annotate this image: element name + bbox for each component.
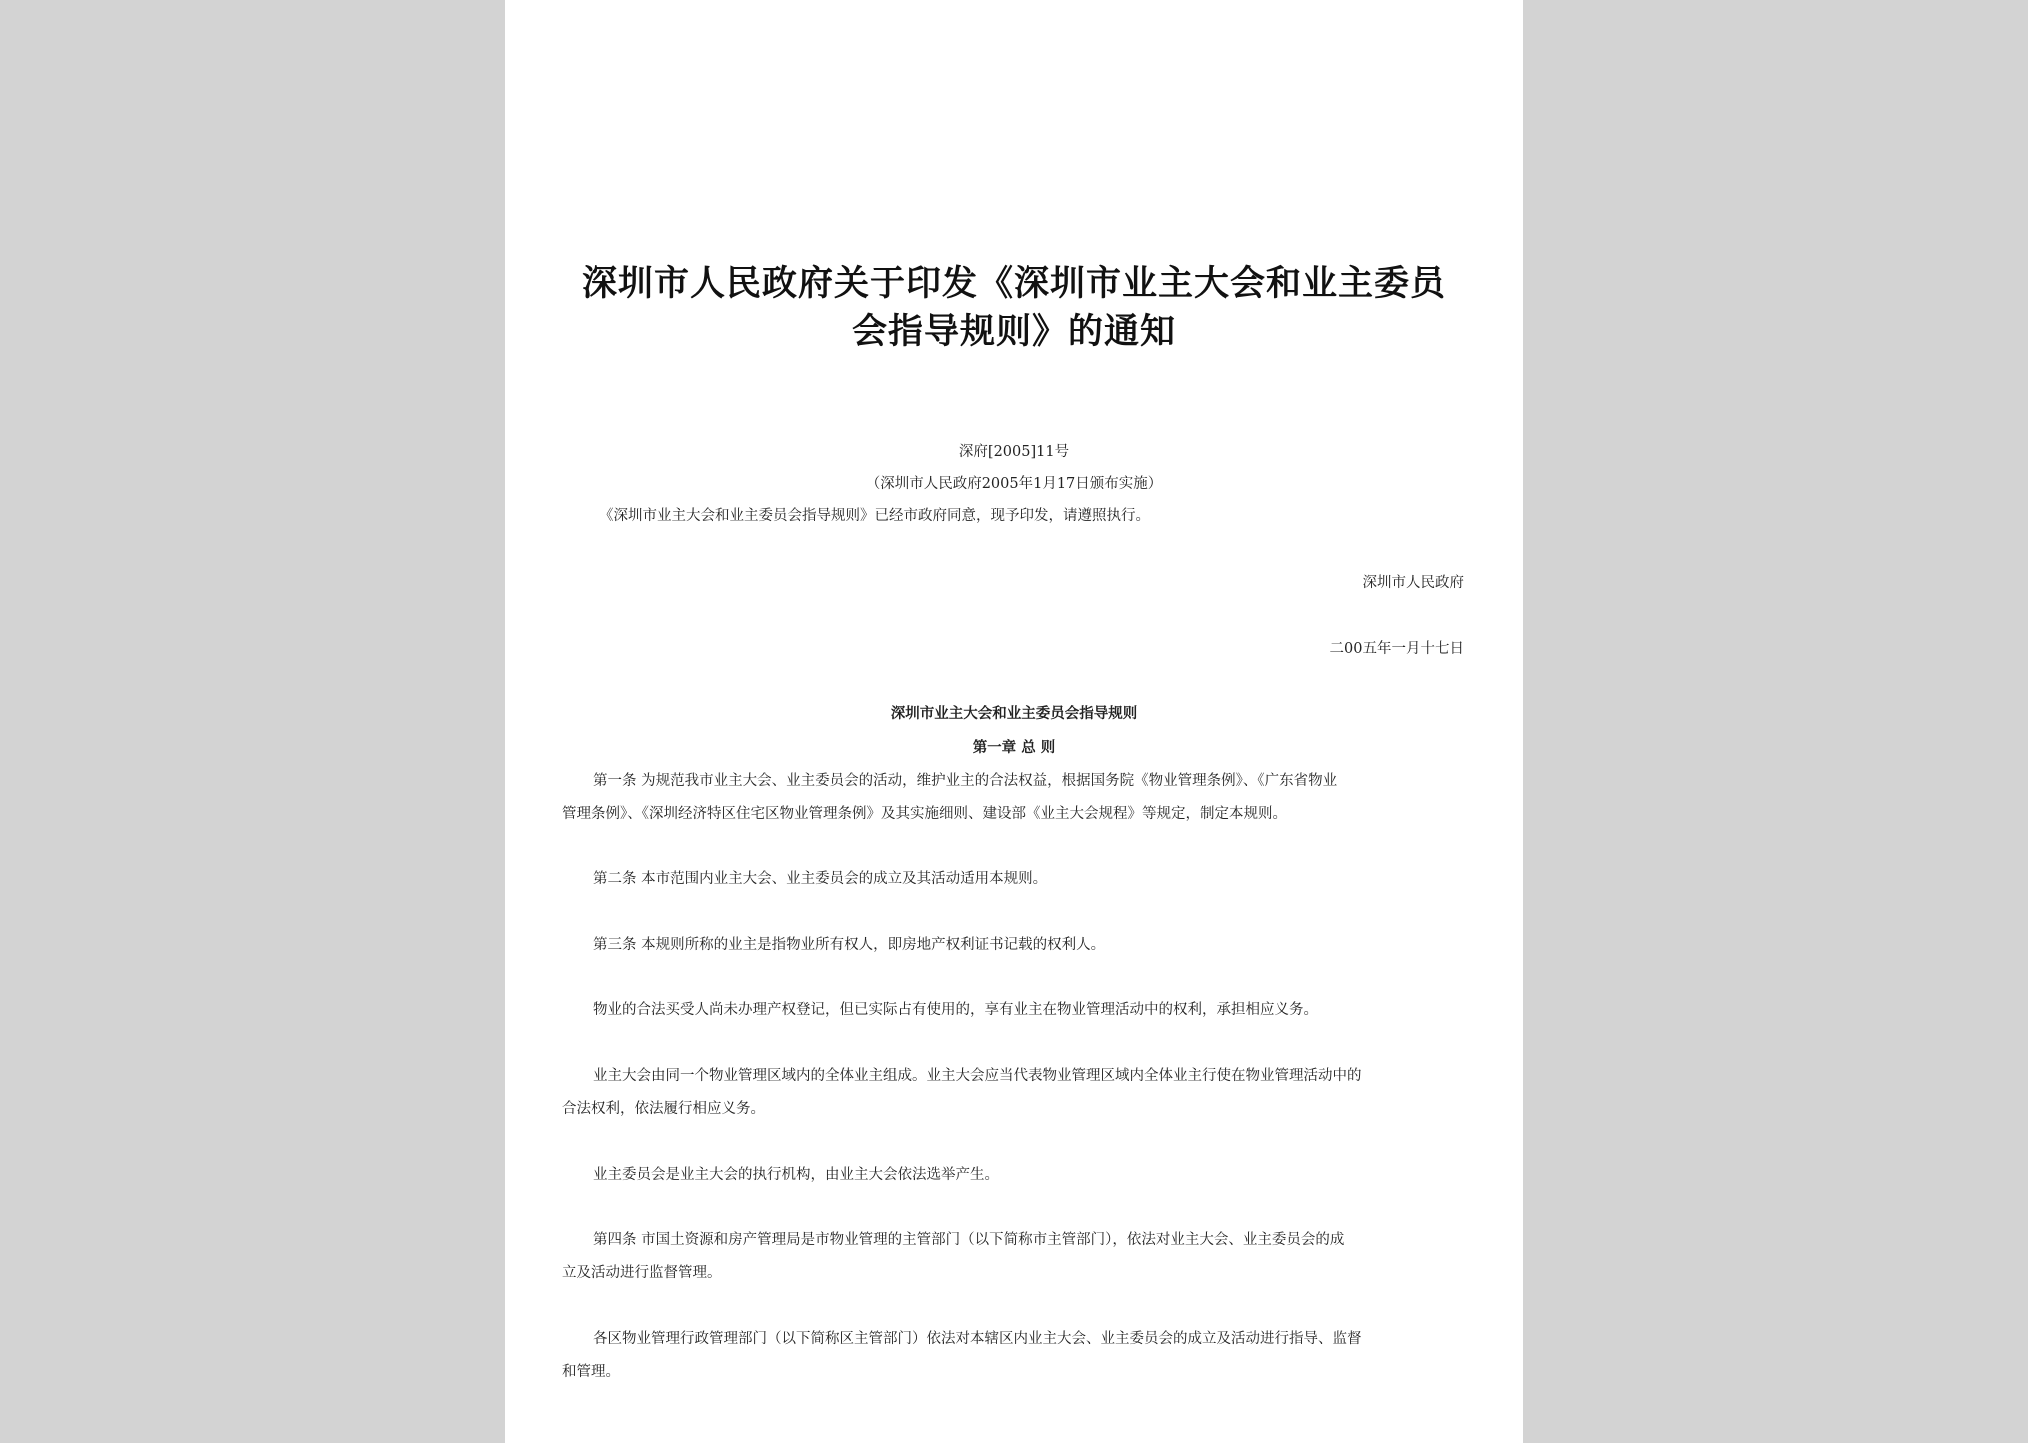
issue-note: （深圳市人民政府2005年1月17日颁布实施）: [865, 476, 1163, 492]
article-1-line-2: 管理条例》、《深圳经济特区住宅区物业管理条例》及其实施细则、建设部《业主大会规程》等规定，制定本规则。: [562, 806, 1287, 822]
article-1-line-1: 第一条 为规范我市业主大会、业主委员会的活动，维护业主的合法权益，根据国务院《物业管理条例》、《广东省物业: [593, 773, 1338, 789]
intro-text: 《深圳市业主大会和业主委员会指导规则》已经市政府同意，现予印发，请遵照执行。: [599, 508, 1150, 524]
rules-title: 深圳市业主大会和业主委员会指导规则: [890, 706, 1138, 722]
article-4-line-2: 立及活动进行监督管理。: [562, 1265, 722, 1281]
article-3-paragraph-4: 业主委员会是业主大会的执行机构，由业主大会依法选举产生。: [593, 1167, 999, 1183]
chapter-title: 第一章 总 则: [972, 740, 1056, 756]
article-4-paragraph-2-line-1: 各区物业管理行政管理部门（以下简称区主管部门）依法对本辖区内业主大会、业主委员会的成立及活动进行指导、监督: [593, 1331, 1362, 1347]
article-4-paragraph-2-line-2: 和管理。: [562, 1364, 620, 1380]
article-3-paragraph-3-line-1: 业主大会由同一个物业管理区域内的全体业主组成。业主大会应当代表物业管理区域内全体业主行使在物业管理活动中的: [593, 1068, 1362, 1084]
issue-date: 二00五年一月十七日: [1329, 641, 1464, 657]
article-3-paragraph-3-line-2: 合法权利，依法履行相应义务。: [562, 1101, 765, 1117]
document-page: [505, 0, 1523, 1443]
document-title-line-2: 会指导规则》的通知: [851, 312, 1176, 352]
article-3: 第三条 本规则所称的业主是指物业所有权人，即房地产权利证书记载的权利人。: [593, 937, 1106, 953]
article-3-paragraph-2: 物业的合法买受人尚未办理产权登记，但已实际占有使用的，享有业主在物业管理活动中的权利，承担相应义务。: [593, 1002, 1318, 1018]
document-number: 深府[2005]11号: [958, 444, 1070, 460]
article-2: 第二条 本市范围内业主大会、业主委员会的成立及其活动适用本规则。: [593, 871, 1048, 887]
article-4-line-1: 第四条 市国土资源和房产管理局是市物业管理的主管部门（以下简称市主管部门），依法对业主大会、业主委员会的成: [593, 1232, 1345, 1248]
issuer-signature: 深圳市人民政府: [1362, 575, 1464, 591]
document-title-line-1: 深圳市人民政府关于印发《深圳市业主大会和业主委员: [581, 264, 1446, 304]
